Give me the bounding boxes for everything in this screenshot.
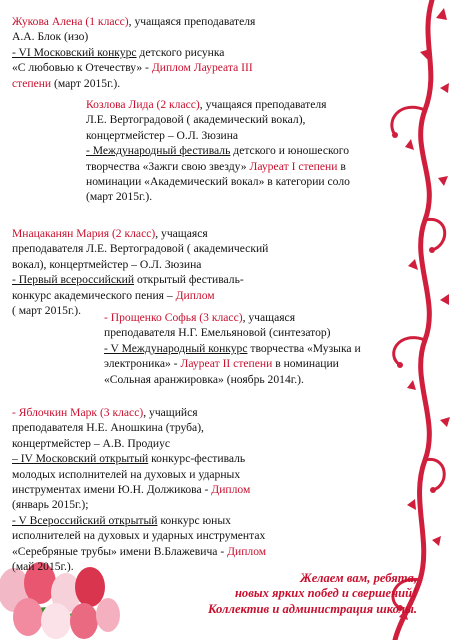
- student-name: - Яблочкин Марк (3 класс): [12, 406, 144, 419]
- award-result: Диплом Лауреата III: [151, 61, 253, 75]
- entry-text: детского и юношеского: [230, 144, 350, 158]
- entry-line: [12, 451, 266, 466]
- entry-text: в номинации: [272, 357, 339, 371]
- entry-text: (март 2015г.).: [51, 76, 121, 90]
- student-name: Козлова Лида (2 класс): [86, 98, 200, 111]
- student-name: - Прощенко Софья (3 класс): [104, 311, 243, 324]
- award-entry-kozlova: [86, 97, 350, 205]
- competition-name: - VI Московский конкурс: [12, 45, 137, 59]
- entry-text: инструментах имени Ю.Н. Должикова -: [12, 483, 212, 497]
- entry-line: [12, 29, 255, 44]
- entry-line: [104, 325, 361, 340]
- entry-text: открытый фестиваль-: [134, 273, 244, 287]
- entry-line: [12, 528, 266, 543]
- award-entry-mnatsakanyan: [12, 226, 268, 318]
- competition-name: - V Всероссийский открытый: [12, 513, 158, 527]
- entry-line: [12, 405, 266, 420]
- entry-line: [104, 356, 361, 371]
- entry-text: номинации «Академический вокал» в категории соло: [86, 175, 350, 189]
- entry-text: электроника» -: [104, 357, 181, 371]
- entry-text: , учащийся: [143, 406, 198, 419]
- entry-line: [12, 272, 268, 287]
- entry-line: [12, 420, 266, 435]
- entry-line: [12, 14, 255, 29]
- entry-line: [12, 513, 266, 528]
- entry-text: вокал), концертмейстер – О.Л. Зюзина: [12, 257, 202, 271]
- entry-text: преподавателя Л.Е. Вертоградовой ( академический: [12, 242, 269, 256]
- award-entry-yablochkin: [12, 405, 266, 574]
- entry-text: преподавателя Н.Е. Аношкина (труба),: [12, 421, 204, 435]
- entry-text: концертмейстер – А.В. Продиус: [12, 436, 171, 450]
- closing-line-2: новых ярких побед и свершений!: [234, 586, 417, 601]
- entry-text: (январь 2015г.);: [12, 498, 89, 512]
- entry-text: , учащаяся преподавателя: [199, 98, 327, 111]
- entry-line: [12, 45, 255, 60]
- student-name: Мнацаканян Мария: [12, 227, 110, 240]
- entry-line: [86, 189, 350, 204]
- entry-text: «С любовью к Отечеству» -: [12, 61, 152, 75]
- entry-text: конкурс академического пения –: [12, 288, 176, 302]
- entry-line: [12, 226, 268, 241]
- entry-text: А.А. Блок (изо): [12, 30, 89, 44]
- closing-line-1: Желаем вам, ребята,: [300, 571, 417, 585]
- entry-text: , учащаяся: [155, 227, 208, 240]
- entry-line: [12, 288, 268, 303]
- entry-line: [86, 97, 350, 112]
- entry-text: (март 2015г.).: [86, 190, 153, 204]
- closing-line-3: Коллектив и администрация школы.: [207, 601, 417, 616]
- competition-name: - Международный фестиваль: [86, 144, 231, 158]
- entry-line: [104, 372, 361, 387]
- entry-text: в: [337, 159, 346, 173]
- award-result: Лауреат I степени: [249, 159, 338, 173]
- entry-text: «Серебряные трубы» имени В.Блажевича -: [12, 544, 228, 558]
- entry-line: [104, 341, 361, 356]
- entry-text: «Сольная аранжировка» (ноябрь 2014г.).: [104, 372, 304, 386]
- award-result: Лауреат II степени: [180, 357, 273, 371]
- award-result: (2 класс): [109, 227, 156, 240]
- entry-line: [86, 159, 350, 174]
- entry-text: творчества «Музыка и: [247, 341, 361, 355]
- entry-line: [86, 143, 350, 158]
- entry-line: [12, 497, 266, 512]
- entry-line: [12, 482, 266, 497]
- award-result: степени: [12, 76, 52, 90]
- award-result: Диплом: [227, 544, 267, 558]
- entry-text: конкурс-фестиваль: [148, 452, 246, 466]
- entry-line: [12, 467, 266, 482]
- entry-line: [12, 76, 255, 91]
- entry-text: исполнителей на духовых и ударных инструментах: [12, 529, 266, 543]
- award-result: Диплом: [175, 288, 215, 302]
- entry-line: [104, 310, 361, 325]
- competition-name: - V Международный конкурс: [104, 341, 248, 355]
- entry-line: [12, 241, 268, 256]
- entry-line: [86, 112, 350, 127]
- entry-text: ( март 2015г.).: [12, 304, 82, 318]
- entry-line: [86, 128, 350, 143]
- entry-text: , учащаяся: [242, 311, 296, 324]
- entry-text: конкурс юных: [157, 513, 231, 527]
- entry-text: молодых исполнителей на духовых и ударных: [12, 467, 241, 481]
- entry-text: (май 2015г.).: [12, 560, 74, 574]
- entry-text: , учащаяся преподавателя: [128, 15, 256, 28]
- entry-text: детского рисунка: [136, 45, 225, 59]
- closing-wishes: [208, 571, 417, 617]
- competition-name: – IV Московский открытый: [12, 452, 149, 466]
- entry-line: [86, 174, 350, 189]
- award-entry-proshchenko: [104, 310, 361, 387]
- entry-line: [12, 257, 268, 272]
- award-entry-zhukova: [12, 14, 255, 91]
- award-result: Диплом: [211, 483, 251, 497]
- entry-text: концертмейстер – О.Л. Зюзина: [86, 128, 239, 142]
- entry-line: [12, 436, 266, 451]
- entry-text: творчества «Зажги свою звезду»: [86, 159, 250, 173]
- entry-line: [12, 544, 266, 559]
- entry-text: Л.Е. Вертоградовой ( академический вокал),: [86, 113, 306, 127]
- entry-line: [12, 60, 255, 75]
- entry-text: преподавателя Н.Г. Емельяновой (синтезатор): [104, 326, 331, 340]
- competition-name: - Первый всероссийский: [12, 273, 135, 287]
- student-name: Жукова Алена (1 класс): [12, 15, 129, 28]
